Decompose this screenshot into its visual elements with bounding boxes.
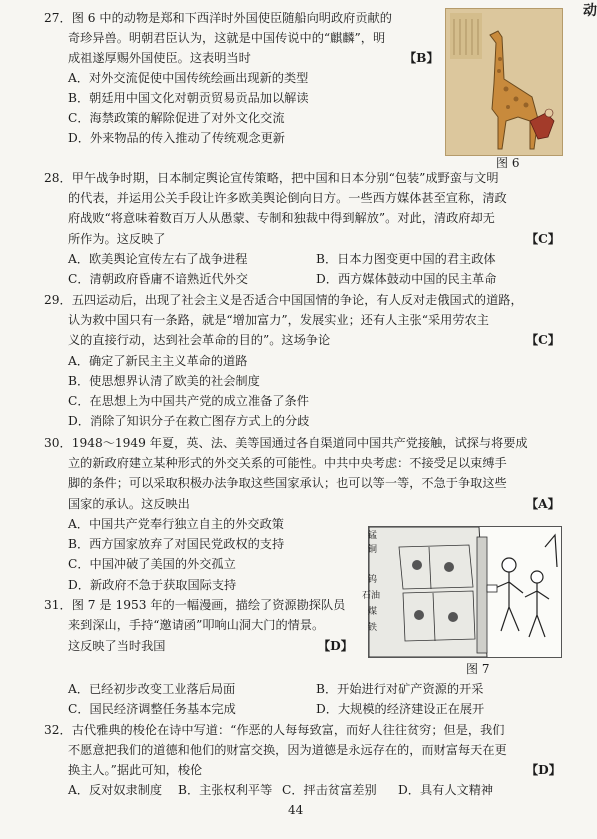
q31-option-a: A．已经初步改变工业落后局面 bbox=[68, 682, 236, 696]
cartoon-illustration bbox=[369, 527, 561, 657]
q30-line-4: 国家的承认。这反映出 bbox=[68, 497, 190, 511]
q31-option-d: D．大规模的经济建设正在展开 bbox=[316, 702, 485, 716]
q28-answer: 【C】 bbox=[526, 232, 561, 246]
q32-line-1: 32．古代雅典的梭伦在诗中写道：“作恶的人每每致富，而好人往往贫穷；但是，我们 bbox=[44, 723, 505, 737]
q32-answer: 【D】 bbox=[526, 763, 561, 777]
q30-option-a: A．中国共产党奉行独立自主的外交政策 bbox=[68, 517, 284, 531]
q31-line-3: 这反映了当时我国 bbox=[68, 639, 166, 653]
q32-option-c: C．抨击贫富差别 bbox=[282, 783, 377, 797]
q27-answer: 【B】 bbox=[404, 51, 439, 65]
page-number: 44 bbox=[288, 803, 304, 817]
q29-line-2: 认为救中国只有一条路，就是“增加富力”，发展实业；还有人主张“采用劳农主 bbox=[68, 313, 489, 327]
q28-option-c: C．清朝政府昏庸不谙熟近代外交 bbox=[68, 272, 248, 286]
q30-option-c: C．中国冲破了美国的外交孤立 bbox=[68, 557, 236, 571]
fig7-label-coal: 煤 bbox=[368, 607, 378, 617]
q28-line-1: 28．甲午战争时期，日本制定舆论宣传策略，把中国和日本分别“包装”成野蛮与文明 bbox=[44, 171, 499, 185]
q28-line-3: 府战败“将意味着数百万人从愚蒙、专制和独裁中得到解放”。对此，清政府却无 bbox=[68, 211, 495, 225]
q31-line-1: 31．图 7 是 1953 年的一幅漫画，描绘了资源勘探队员 bbox=[44, 598, 346, 612]
q28-option-d: D．西方媒体鼓动中国的民主革命 bbox=[316, 272, 497, 286]
q30-answer: 【A】 bbox=[526, 497, 560, 511]
q29-option-d: D．消除了知识分子在救亡图存方式上的分歧 bbox=[68, 414, 310, 428]
q30-line-1: 30．1948～1949 年夏，英、法、美等国通过各自渠道同中国共产党接触，试探与将要成 bbox=[44, 436, 528, 450]
q30-option-d: D．新政府不急于获取国际支持 bbox=[68, 578, 237, 592]
q28-line-4: 所作为。这反映了 bbox=[68, 232, 166, 246]
q32-option-d: D．具有人文精神 bbox=[398, 783, 494, 797]
fig7-label-w: 钨 bbox=[368, 575, 378, 585]
figure-7-caption: 图 7 bbox=[466, 662, 490, 676]
corner-mark: 动 bbox=[583, 3, 597, 19]
q27-option-a: A．对外交流促使中国传统绘画出现新的类型 bbox=[68, 71, 309, 85]
q32-line-2: 不愿意把我们的道德和他们的财富交换，因为道德是永远存在的，而财富每天在更 bbox=[68, 743, 507, 757]
q27-option-d: D．外来物品的传入推动了传统观念更新 bbox=[68, 131, 285, 145]
q29-answer: 【C】 bbox=[526, 333, 561, 347]
q27-option-c: C．海禁政策的解除促进了对外文化交流 bbox=[68, 111, 285, 125]
q29-option-a: A．确定了新民主主义革命的道路 bbox=[68, 354, 248, 368]
q31-option-c: C．国民经济调整任务基本完成 bbox=[68, 702, 236, 716]
q29-line-1: 29．五四运动后，出现了社会主义是否适合中国国情的争论，有人反对走俄国式的道路， bbox=[44, 293, 523, 307]
q27-line-2: 奇珍异兽。明朝君臣认为，这就是中国传说中的“麒麟”，明 bbox=[68, 31, 386, 45]
q29-option-c: C．在思想上为中国共产党的成立准备了条件 bbox=[68, 394, 309, 408]
figure-6-giraffe-painting bbox=[445, 8, 563, 156]
q28-line-2: 的代表，并运用公关手段让许多欧美舆论倒向日方。一些西方媒体甚至宣称，清政 bbox=[68, 191, 507, 205]
q27-option-b: B．朝廷用中国文化对朝贡贸易贡品加以解读 bbox=[68, 91, 309, 105]
q32-option-a: A．反对奴隶制度 bbox=[68, 783, 163, 797]
q27-line-1: 27．图 6 中的动物是郑和下西洋时外国使臣随船向明政府贡献的 bbox=[44, 11, 392, 25]
q27-line-3: 成祖遂厚赐外国使臣。这表明当时 bbox=[68, 51, 251, 65]
q30-option-b: B．西方国家放弃了对国民党政权的支持 bbox=[68, 537, 285, 551]
q28-option-a: A．欧美舆论宣传左右了战争进程 bbox=[68, 252, 248, 266]
figure-7-cartoon bbox=[368, 526, 562, 658]
q31-line-2: 来到深山，手持“邀请函”叩响山洞大门的情景。 bbox=[68, 618, 325, 632]
q29-option-b: B．使思想界认清了欧美的社会制度 bbox=[68, 374, 260, 388]
fig7-label-oil: 石油 bbox=[362, 591, 381, 601]
giraffe-illustration bbox=[446, 9, 562, 155]
q31-option-b: B．开始进行对矿产资源的开采 bbox=[316, 682, 484, 696]
q32-line-3: 换主人。”据此可知，梭伦 bbox=[68, 763, 203, 777]
q32-option-b: B．主张权利平等 bbox=[178, 783, 273, 797]
q30-line-2: 立的新政府建立某种形式的外交关系的可能性。中共中央考虑：不接受足以束缚手 bbox=[68, 456, 507, 470]
q31-answer: 【D】 bbox=[318, 639, 353, 653]
fig7-label-fe: 铁 bbox=[368, 623, 378, 633]
fig7-label-cu: 铜 bbox=[368, 545, 378, 555]
q29-line-3: 义的直接行动，达到社会革命的目的”。这场争论 bbox=[68, 333, 331, 347]
figure-6-caption: 图 6 bbox=[496, 156, 520, 170]
q30-line-3: 脚的条件；可以采取积极办法争取这些国家承认；也可以等一等，不急于争取这些 bbox=[68, 476, 507, 490]
q28-option-b: B．日本力图变更中国的君主政体 bbox=[316, 252, 496, 266]
fig7-label-mn: 锰 bbox=[368, 531, 378, 541]
